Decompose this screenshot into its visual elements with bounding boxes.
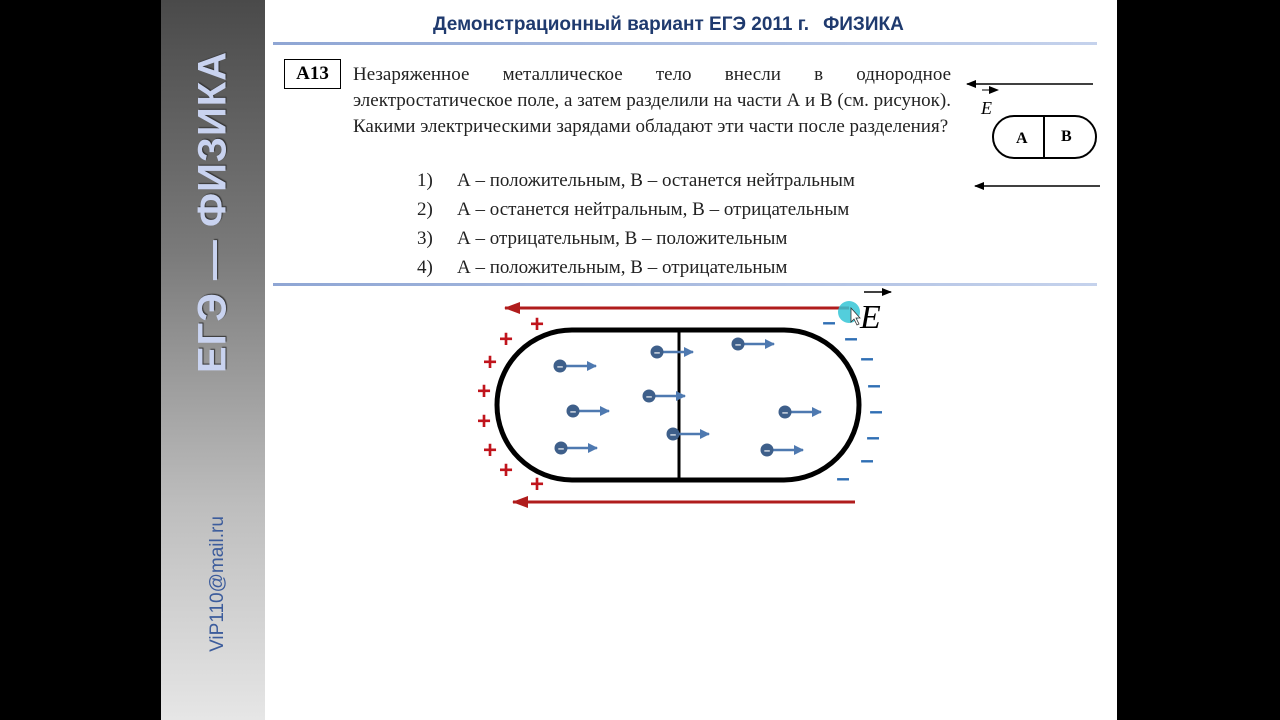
option-text: А – отрицательным, В – положительным xyxy=(457,228,788,249)
plus-sign: + xyxy=(529,311,545,338)
plus-sign: + xyxy=(529,471,545,498)
option-number: 1) xyxy=(417,170,433,191)
option-number: 2) xyxy=(417,199,433,220)
title-text: Демонстрационный вариант ЕГЭ 2011 г. xyxy=(433,14,810,35)
plus-sign: + xyxy=(476,378,492,405)
option-number: 4) xyxy=(417,257,433,278)
plus-sign: + xyxy=(476,408,492,435)
electron-sign: – xyxy=(556,361,564,373)
minus-sign: – xyxy=(869,398,883,425)
answer-option-2 xyxy=(417,195,855,224)
sidebar-title: ЕГЭ — ФИЗИКА xyxy=(190,50,235,374)
sidebar-email: ViP110@mail.ru xyxy=(207,516,228,652)
question-number: А13 xyxy=(284,59,341,89)
field-label: E xyxy=(860,299,881,336)
electron-sign: – xyxy=(781,407,789,419)
electron-sign: – xyxy=(669,429,677,441)
electron-sign: – xyxy=(734,339,742,351)
electron-sign: – xyxy=(569,406,577,418)
minus-sign: – xyxy=(844,325,858,352)
plus-sign: + xyxy=(498,457,514,484)
answer-options xyxy=(417,166,855,282)
option-number: 3) xyxy=(417,228,433,249)
main-figure xyxy=(461,282,883,522)
answer-option-4 xyxy=(417,253,855,282)
minus-sign: – xyxy=(860,345,874,372)
question-text: Незаряженное металлическое тело внесли в однородное электростатическое поле, а затем разделили на части А и В (см. рисунок). Какими электрическими зарядами обладают эти части после разделения? xyxy=(353,64,951,137)
minus-sign: – xyxy=(866,424,880,451)
answer-option-3 xyxy=(417,224,855,253)
subject-text: ФИЗИКА xyxy=(823,14,904,35)
option-text: А – останется нейтральным, В – отрицательным xyxy=(457,199,850,220)
minus-sign: – xyxy=(860,447,874,474)
slide xyxy=(161,0,1117,720)
minus-sign: – xyxy=(867,372,881,399)
field-label: E xyxy=(981,98,992,118)
plus-sign: + xyxy=(498,326,514,353)
part-a-label: А xyxy=(1016,130,1028,147)
answer-option-1 xyxy=(417,166,855,195)
plus-sign: + xyxy=(482,349,498,376)
divider-top xyxy=(273,42,1097,45)
plus-sign: + xyxy=(482,437,498,464)
minus-sign: – xyxy=(836,465,850,492)
electron-sign: – xyxy=(645,391,653,403)
minus-sign: – xyxy=(822,309,836,336)
option-text: А – положительным, В – останется нейтральным xyxy=(457,170,855,191)
electron-sign: – xyxy=(653,347,661,359)
electron-sign: – xyxy=(557,443,565,455)
part-b-label: В xyxy=(1061,128,1072,145)
mini-figure xyxy=(961,74,1106,199)
electron-sign: – xyxy=(763,445,771,457)
option-text: А – положительным, В – отрицательным xyxy=(457,257,788,278)
sidebar xyxy=(161,0,265,720)
page-title xyxy=(433,14,904,36)
